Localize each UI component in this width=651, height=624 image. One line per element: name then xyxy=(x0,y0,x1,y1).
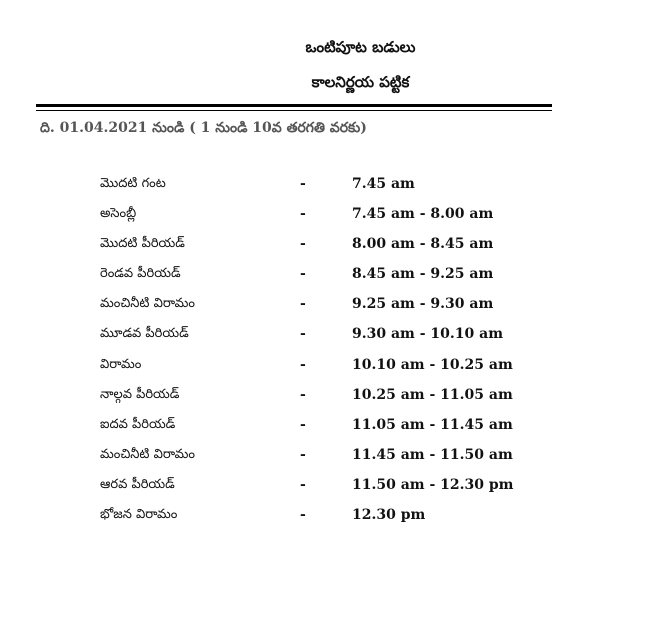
divider-thin xyxy=(36,110,552,111)
period-label: మొదటి పీరియడ్ xyxy=(100,236,185,252)
period-time: 7.45 am - 8.00 am xyxy=(352,206,494,223)
period-label: అసెంబ్లీ xyxy=(100,206,137,222)
period-time: 11.05 am - 11.45 am xyxy=(352,416,513,433)
timetable-row xyxy=(100,292,560,322)
period-time: 10.10 am - 10.25 am xyxy=(352,356,513,373)
timetable-row xyxy=(100,443,560,473)
period-time: 7.45 am xyxy=(352,176,415,192)
period-time: 11.45 am - 11.50 am xyxy=(352,446,513,463)
timetable-row xyxy=(100,473,560,503)
period-label: రెండవ పీరియడ్ xyxy=(100,266,181,282)
timetable-row xyxy=(100,413,560,443)
period-time: 9.30 am - 10.10 am xyxy=(352,326,504,343)
timetable xyxy=(100,172,560,533)
timetable-row xyxy=(100,262,560,292)
separator-dash: - xyxy=(300,326,306,343)
separator-dash: - xyxy=(300,176,306,192)
separator-dash: - xyxy=(300,386,306,403)
separator-dash: - xyxy=(300,416,306,433)
period-label: నాల్గవ పీరియడ్ xyxy=(100,386,180,402)
period-label: మూడవ పీరియడ్ xyxy=(100,326,189,342)
page-title: ఒంటిపూట బడులు xyxy=(305,38,416,56)
period-time: 12.30 pm xyxy=(352,507,426,524)
period-label: మొదటి గంట xyxy=(100,176,166,191)
period-label: ఐదవ పీరియడ్ xyxy=(100,416,176,432)
period-time: 10.25 am - 11.05 am xyxy=(352,386,513,403)
period-label: మంచినీటి విరామం xyxy=(100,446,195,462)
separator-dash: - xyxy=(300,296,306,313)
timetable-row xyxy=(100,232,560,262)
separator-dash: - xyxy=(300,206,306,223)
period-time: 11.50 am - 12.30 pm xyxy=(352,476,514,493)
separator-dash: - xyxy=(300,236,306,253)
period-time: 8.00 am - 8.45 am xyxy=(352,236,494,253)
effective-date-line: ది. 01.04.2021 నుండి ( 1 నుండి 10వ తరగతి వరకు) xyxy=(40,120,367,136)
timetable-row xyxy=(100,172,560,202)
period-time: 8.45 am - 9.25 am xyxy=(352,266,494,283)
timetable-row xyxy=(100,322,560,352)
period-time: 9.25 am - 9.30 am xyxy=(352,296,494,313)
period-label: భోజన విరామం xyxy=(100,507,178,523)
period-label: విరామం xyxy=(100,356,142,372)
period-label: మంచినీటి విరామం xyxy=(100,296,195,312)
timetable-row xyxy=(100,353,560,383)
period-label: ఆరవ పీరియడ్ xyxy=(100,476,175,492)
timetable-row xyxy=(100,503,560,533)
separator-dash: - xyxy=(300,446,306,463)
timetable-row xyxy=(100,383,560,413)
separator-dash: - xyxy=(300,266,306,283)
separator-dash: - xyxy=(300,507,306,524)
separator-dash: - xyxy=(300,476,306,493)
divider-thick xyxy=(36,104,552,107)
page-subtitle: కాలనిర్ణయ పట్టిక xyxy=(311,73,410,91)
timetable-row xyxy=(100,202,560,232)
separator-dash: - xyxy=(300,356,306,373)
